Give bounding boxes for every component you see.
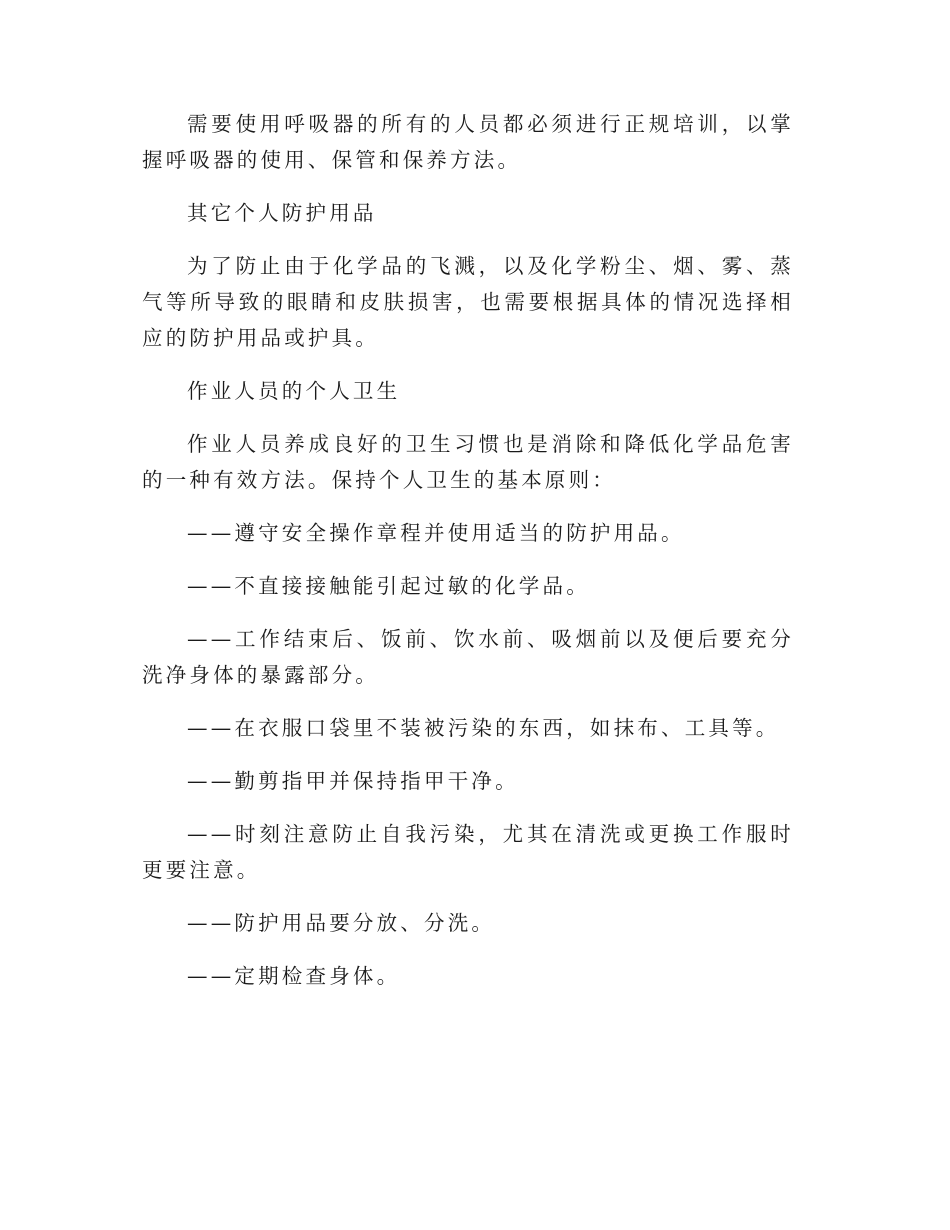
- list-item: ——勤剪指甲并保持指甲干净。: [187, 769, 519, 793]
- paragraph-hygiene-intro: 作业人员养成良好的卫生习惯也是消除和降低化学品危害的一种有效方法。保持个人卫生的基本原则：: [142, 432, 794, 492]
- heading-personal-hygiene: 作业人员的个人卫生: [187, 379, 401, 403]
- list-item: ——时刻注意防止自我污染，尤其在清洗或更换工作服时更要注意。: [142, 822, 794, 882]
- list-item: ——工作结束后、饭前、饮水前、吸烟前以及便后要充分洗净身体的暴露部分。: [142, 627, 794, 687]
- list-item: ——在衣服口袋里不装被污染的东西，如抹布、工具等。: [187, 716, 780, 740]
- paragraph-other-ppe: 为了防止由于化学品的飞溅，以及化学粉尘、烟、雾、蒸气等所导致的眼睛和皮肤损害，也需要根据具体的情况选择相应的防护用品或护具。: [142, 254, 794, 350]
- list-item: ——定期检查身体。: [187, 964, 401, 988]
- paragraph-respirator-training: 需要使用呼吸器的所有的人员都必须进行正规培训，以掌握呼吸器的使用、保管和保养方法。: [142, 112, 794, 172]
- list-item: ——遵守安全操作章程并使用适当的防护用品。: [187, 521, 685, 545]
- heading-other-ppe: 其它个人防护用品: [187, 201, 377, 225]
- document-page: [142, 106, 794, 1011]
- list-item: ——防护用品要分放、分洗。: [187, 911, 496, 935]
- list-item: ——不直接接触能引起过敏的化学品。: [187, 574, 590, 598]
